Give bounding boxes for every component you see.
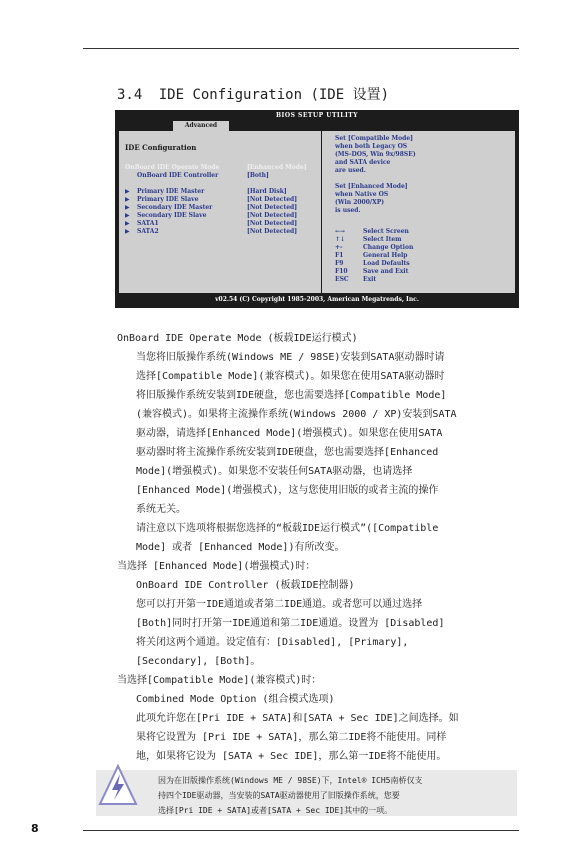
body-line: 地，如果将它设为 [SATA + Sec IDE]，那么第一IDE将不能使用。 bbox=[136, 751, 447, 762]
bios-key: ESC bbox=[335, 276, 349, 283]
triangle-bullet-icon: ▶ bbox=[125, 188, 130, 195]
bios-key: F9 bbox=[335, 260, 344, 267]
bios-item-value[interactable]: [Not Detected] bbox=[247, 220, 298, 227]
bios-item-value[interactable]: [Not Detected] bbox=[247, 228, 298, 235]
bios-tab-advanced[interactable]: Advanced bbox=[173, 121, 229, 131]
page-number: 8 bbox=[31, 822, 39, 835]
section-title: IDE Configuration (IDE 设置) bbox=[158, 87, 390, 103]
body-line: 将关闭这两个通道。设定值有：[Disabled], [Primary], bbox=[136, 637, 409, 648]
bios-item-value[interactable]: [Both] bbox=[247, 172, 269, 179]
bios-heading: IDE Configuration bbox=[125, 143, 197, 152]
body-line: [Secondary], [Both]。 bbox=[136, 656, 261, 667]
bios-help-line: when Native OS bbox=[335, 191, 389, 198]
bios-help-line: Set [Compatible Mode] bbox=[335, 135, 413, 142]
bios-item-value[interactable]: [Not Detected] bbox=[247, 196, 298, 203]
bios-screenshot bbox=[115, 110, 519, 308]
bios-help-line: Set [Enhanced Mode] bbox=[335, 183, 408, 190]
bios-help-line: when both Legacy OS bbox=[335, 143, 408, 150]
bios-title: BIOS SETUP UTILITY bbox=[275, 112, 358, 119]
condition-heading: 当选择 [Enhanced Mode](增强模式)时： bbox=[117, 561, 316, 572]
note-box bbox=[96, 770, 517, 816]
bios-item-value[interactable]: [Not Detected] bbox=[247, 204, 298, 211]
bios-copyright: v02.54 (C) Copyright 1985-2003, American Megatrends, Inc. bbox=[215, 296, 419, 303]
bios-item-label[interactable]: Secondary IDE Slave bbox=[137, 212, 207, 219]
body-line: 驱动器时将主流操作系统安装到IDE硬盘，您也需要选择[Enhanced bbox=[136, 447, 439, 458]
bios-key: ↑↓ bbox=[335, 236, 346, 243]
note-line: 因为在旧版操作系统(Windows ME / 98SE)下，Intel® ICH5南桥仅支 bbox=[158, 776, 423, 785]
body-line: [Both]同时打开第一IDE通道和第二IDE通道。设置为 [Disabled] bbox=[136, 618, 445, 629]
note-text bbox=[158, 772, 423, 819]
bios-key-action: Select Screen bbox=[363, 228, 409, 235]
bios-pane-divider bbox=[321, 131, 322, 293]
section-heading bbox=[117, 84, 389, 104]
bios-item-value[interactable]: [Hard Disk] bbox=[247, 188, 287, 195]
bios-key-action: Save and Exit bbox=[363, 268, 409, 275]
bios-key: F1 bbox=[335, 252, 344, 259]
body-line: 果将它设置为 [Pri IDE + SATA]，那么第二IDE将不能使用。同样 bbox=[136, 732, 447, 743]
triangle-bullet-icon: ▶ bbox=[125, 220, 130, 227]
bios-item-value[interactable]: [Not Detected] bbox=[247, 212, 298, 219]
bios-help-pane bbox=[331, 131, 515, 293]
body-line: 您可以打开第一IDE通道或者第二IDE通道。或者您可以通过选择 bbox=[136, 599, 423, 610]
bios-item-label[interactable]: OnBoard IDE Controller bbox=[137, 172, 219, 179]
note-line: 选择[Pri IDE + SATA]或者[SATA + Sec IDE]其中的一项。 bbox=[158, 806, 393, 815]
body-line: 请注意以下选项将根据您选择的“板载IDE运行模式”([Compatible bbox=[136, 523, 439, 534]
body-line: Mode] 或者 [Enhanced Mode])有所改变。 bbox=[136, 542, 345, 553]
bottom-rule bbox=[83, 830, 519, 831]
bios-key-action: Exit bbox=[363, 276, 377, 283]
condition-heading: 当选择[Compatible Mode](兼容模式)时： bbox=[117, 675, 322, 686]
bios-item-label[interactable]: Primary IDE Slave bbox=[137, 196, 199, 203]
bios-settings-pane bbox=[119, 131, 321, 293]
body-line: 驱动器，请选择[Enhanced Mode](增强模式)。如果您在使用SATA bbox=[136, 428, 443, 439]
bios-key-action: General Help bbox=[363, 252, 408, 259]
bios-key: +- bbox=[335, 244, 343, 251]
bios-key-action: Select Item bbox=[363, 236, 402, 243]
bios-help-line: (Win 2000/XP) bbox=[335, 199, 385, 206]
top-rule bbox=[83, 48, 519, 49]
body-line: 将旧版操作系统安装到IDE硬盘，您也需要选择[Compatible Mode] bbox=[136, 390, 447, 401]
bios-help-line: are used. bbox=[335, 167, 366, 174]
body-line: 选择[Compatible Mode](兼容模式)。如果您在使用SATA驱动器时 bbox=[136, 371, 445, 382]
body-line: [Enhanced Mode](增强模式)，这与您使用旧版的或者主流的操作 bbox=[136, 485, 439, 496]
bios-help-line: and SATA device bbox=[335, 159, 391, 166]
body-line: 系统无关。 bbox=[136, 504, 186, 515]
bios-item-label[interactable]: OnBoard IDE Operate Mode bbox=[125, 164, 220, 171]
section-number: 3.4 bbox=[117, 87, 143, 103]
bios-key: ←→ bbox=[335, 228, 346, 235]
bios-key-action: Load Defaults bbox=[363, 260, 410, 267]
body-line: 此项允许您在[Pri IDE + SATA]和[SATA + Sec IDE]之间选择。如 bbox=[136, 713, 459, 724]
bios-item-label[interactable]: SATA1 bbox=[137, 220, 159, 227]
bios-key-action: Change Option bbox=[363, 244, 414, 251]
body-line: Mode](增强模式)。如果您不安装任何SATA驱动器，也请选择 bbox=[136, 466, 413, 477]
bios-item-label[interactable]: SATA2 bbox=[137, 228, 159, 235]
option-heading: Combined Mode Option (组合模式选项) bbox=[136, 694, 335, 705]
option-heading: OnBoard IDE Operate Mode (板载IDE运行模式) bbox=[117, 333, 358, 344]
body-line: (兼容模式)。如果将主流操作系统(Windows 2000 / XP)安装到SATA bbox=[136, 409, 457, 420]
body-line: 当您将旧版操作系统(Windows ME / 98SE)安装到SATA驱动器时请 bbox=[136, 352, 445, 363]
bios-item-label[interactable]: Secondary IDE Master bbox=[137, 204, 213, 211]
triangle-bullet-icon: ▶ bbox=[125, 228, 130, 235]
note-line: 持四个IDE驱动器，当安装的SATA驱动器使用了旧版操作系统，您要 bbox=[158, 791, 400, 800]
triangle-bullet-icon: ▶ bbox=[125, 204, 130, 211]
triangle-bullet-icon: ▶ bbox=[125, 212, 130, 219]
lightning-warning-icon bbox=[98, 764, 138, 812]
option-heading: OnBoard IDE Controller (板载IDE控制器) bbox=[136, 580, 355, 591]
bios-help-line: (MS-DOS, Win 9x/98SE) bbox=[335, 151, 416, 158]
bios-item-value[interactable]: [Enhanced Mode] bbox=[247, 164, 307, 171]
bios-help-line: is used. bbox=[335, 207, 361, 214]
triangle-bullet-icon: ▶ bbox=[125, 196, 130, 203]
bios-panel bbox=[119, 131, 515, 293]
bios-key: F10 bbox=[335, 268, 348, 275]
bios-item-label[interactable]: Primary IDE Master bbox=[137, 188, 205, 195]
